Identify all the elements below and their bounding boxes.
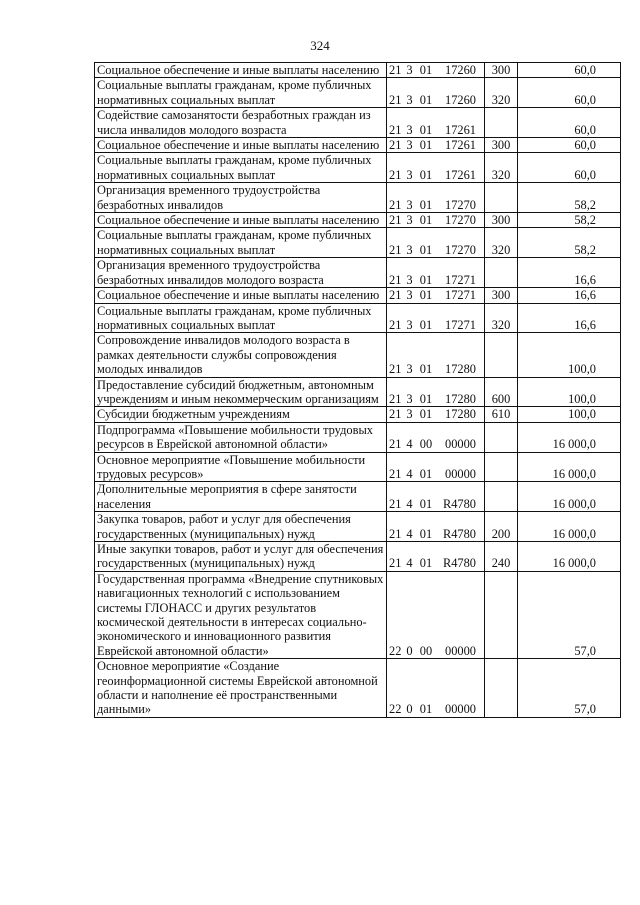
- row-amount: 58,2: [518, 183, 621, 213]
- table-row: [95, 258, 621, 288]
- row-name: Предоставление субсидий бюджетным, автономным учреждениям и иным некоммерческим организациям: [95, 377, 387, 407]
- code-direction: 00000: [445, 643, 476, 658]
- code-program: 21: [389, 197, 402, 212]
- code-event: 01: [419, 407, 433, 422]
- row-name: Социальные выплаты гражданам, кроме публичных нормативных социальных выплат: [95, 153, 387, 183]
- code-program: 21: [389, 496, 402, 511]
- row-amount: 16 000,0: [518, 542, 621, 572]
- code-subprogram: 3: [406, 407, 413, 422]
- row-code: [387, 407, 485, 422]
- code-event: 01: [419, 197, 433, 212]
- row-amount: 58,2: [518, 228, 621, 258]
- code-subprogram: 3: [406, 138, 413, 153]
- row-expense-type: [485, 452, 518, 482]
- code-program: 21: [389, 213, 402, 228]
- code-subprogram: 3: [406, 213, 413, 228]
- table-row: [95, 452, 621, 482]
- row-amount: 16,6: [518, 288, 621, 303]
- row-code: [387, 512, 485, 542]
- code-program: 21: [389, 138, 402, 153]
- code-subprogram: 3: [406, 242, 413, 257]
- code-subprogram: 3: [406, 63, 413, 77]
- row-expense-type: [485, 482, 518, 512]
- row-amount: 60,0: [518, 108, 621, 138]
- row-amount: 100,0: [518, 407, 621, 422]
- code-program: 21: [389, 407, 402, 422]
- row-code: [387, 228, 485, 258]
- code-direction: 17270: [445, 242, 476, 257]
- row-name: Социальное обеспечение и иные выплаты населению: [95, 138, 387, 153]
- code-event: 01: [419, 272, 433, 287]
- row-amount: 58,2: [518, 213, 621, 228]
- row-expense-type: 300: [485, 138, 518, 153]
- row-code: [387, 288, 485, 303]
- code-program: 21: [389, 437, 402, 452]
- code-direction: 17270: [445, 213, 476, 228]
- row-name: Организация временного трудоустройства безработных инвалидов молодого возраста: [95, 258, 387, 288]
- code-event: 01: [419, 496, 433, 511]
- table-row: [95, 183, 621, 213]
- row-expense-type: 240: [485, 542, 518, 572]
- row-name: Социальное обеспечение и иные выплаты населению: [95, 213, 387, 228]
- table-row: [95, 407, 621, 422]
- row-amount: 16 000,0: [518, 482, 621, 512]
- code-program: 21: [389, 288, 402, 303]
- code-event: 01: [419, 242, 433, 257]
- row-name: Социальные выплаты гражданам, кроме публичных нормативных социальных выплат: [95, 78, 387, 108]
- row-code: [387, 63, 485, 78]
- row-code: [387, 138, 485, 153]
- row-name: Организация временного трудоустройства безработных инвалидов: [95, 183, 387, 213]
- table-row: [95, 482, 621, 512]
- row-expense-type: 300: [485, 288, 518, 303]
- table-row: [95, 571, 621, 658]
- code-event: 01: [419, 317, 433, 332]
- row-code: [387, 571, 485, 658]
- table-row: [95, 542, 621, 572]
- row-name: Сопровождение инвалидов молодого возраста в рамках деятельности службы сопровождения молодых инвалидов: [95, 333, 387, 377]
- table-row: [95, 78, 621, 108]
- code-subprogram: 4: [406, 496, 413, 511]
- row-amount: 16 000,0: [518, 512, 621, 542]
- row-expense-type: [485, 183, 518, 213]
- code-direction: 17280: [445, 362, 476, 377]
- code-program: 21: [389, 466, 402, 481]
- row-expense-type: 300: [485, 63, 518, 78]
- code-direction: 17280: [445, 391, 476, 406]
- row-name: Социальные выплаты гражданам, кроме публичных нормативных социальных выплат: [95, 228, 387, 258]
- table-row: [95, 228, 621, 258]
- code-subprogram: 4: [406, 466, 413, 481]
- row-name: Основное мероприятие «Создание геоинформационной системы Еврейской автономной области и наполнение её пространственными данными»: [95, 659, 387, 718]
- code-subprogram: 4: [406, 526, 413, 541]
- row-code: [387, 153, 485, 183]
- code-subprogram: 0: [406, 643, 413, 658]
- row-amount: 100,0: [518, 377, 621, 407]
- code-direction: 00000: [445, 466, 476, 481]
- row-name: Государственная программа «Внедрение спутниковых навигационных технологий с использованием системы ГЛОНАСС и других результатов космической деятельности в интересах социально-экономического и инновационного развития Еврейской автономной области»: [95, 571, 387, 658]
- row-code: [387, 303, 485, 333]
- code-event: 00: [419, 643, 433, 658]
- table-row: [95, 153, 621, 183]
- row-name: Социальные выплаты гражданам, кроме публичных нормативных социальных выплат: [95, 303, 387, 333]
- row-amount: 57,0: [518, 571, 621, 658]
- code-direction: 00000: [445, 702, 476, 717]
- code-program: 21: [389, 242, 402, 257]
- row-expense-type: [485, 108, 518, 138]
- table-row: [95, 108, 621, 138]
- code-event: 01: [419, 526, 433, 541]
- code-event: 01: [419, 138, 433, 153]
- table-row: [95, 422, 621, 452]
- row-code: [387, 482, 485, 512]
- row-amount: 100,0: [518, 333, 621, 377]
- row-name: Социальное обеспечение и иные выплаты населению: [95, 63, 387, 78]
- code-program: 21: [389, 92, 402, 107]
- code-subprogram: 3: [406, 288, 413, 303]
- row-expense-type: 320: [485, 228, 518, 258]
- code-subprogram: 3: [406, 391, 413, 406]
- code-direction: R4780: [442, 526, 476, 541]
- code-program: 22: [389, 702, 402, 717]
- row-code: [387, 452, 485, 482]
- row-name: Субсидии бюджетным учреждениям: [95, 407, 387, 422]
- budget-table: [94, 62, 621, 718]
- table-row: [95, 138, 621, 153]
- row-amount: 60,0: [518, 153, 621, 183]
- row-name: Подпрограмма «Повышение мобильности трудовых ресурсов в Еврейской автономной области»: [95, 422, 387, 452]
- code-event: 01: [419, 63, 433, 77]
- row-name: Основное мероприятие «Повышение мобильности трудовых ресурсов»: [95, 452, 387, 482]
- row-expense-type: 320: [485, 78, 518, 108]
- code-event: 00: [419, 437, 433, 452]
- row-amount: 60,0: [518, 78, 621, 108]
- row-code: [387, 78, 485, 108]
- code-event: 01: [419, 391, 433, 406]
- code-subprogram: 4: [406, 437, 413, 452]
- code-program: 21: [389, 272, 402, 287]
- code-event: 01: [419, 556, 433, 571]
- table-row: [95, 213, 621, 228]
- row-name: Содействие самозанятости безработных граждан из числа инвалидов молодого возраста: [95, 108, 387, 138]
- row-expense-type: [485, 571, 518, 658]
- table-row: [95, 512, 621, 542]
- row-expense-type: 320: [485, 303, 518, 333]
- code-direction: 17260: [445, 92, 476, 107]
- code-event: 01: [419, 288, 433, 303]
- code-direction: 17270: [445, 197, 476, 212]
- code-direction: 17271: [445, 288, 476, 303]
- code-event: 01: [419, 92, 433, 107]
- row-name: Социальное обеспечение и иные выплаты населению: [95, 288, 387, 303]
- code-subprogram: 3: [406, 92, 413, 107]
- code-subprogram: 3: [406, 272, 413, 287]
- code-direction: 17280: [445, 407, 476, 422]
- row-code: [387, 659, 485, 718]
- table-row: [95, 333, 621, 377]
- code-direction: 17271: [445, 272, 476, 287]
- code-program: 22: [389, 643, 402, 658]
- row-expense-type: 600: [485, 377, 518, 407]
- row-expense-type: [485, 659, 518, 718]
- code-program: 21: [389, 526, 402, 541]
- row-name: Закупка товаров, работ и услуг для обеспечения государственных (муниципальных) нужд: [95, 512, 387, 542]
- code-event: 01: [419, 702, 433, 717]
- row-expense-type: 300: [485, 213, 518, 228]
- code-event: 01: [419, 213, 433, 228]
- table-row: [95, 288, 621, 303]
- row-expense-type: 320: [485, 153, 518, 183]
- row-expense-type: 610: [485, 407, 518, 422]
- row-code: [387, 422, 485, 452]
- row-expense-type: 200: [485, 512, 518, 542]
- code-event: 01: [419, 122, 433, 137]
- code-program: 21: [389, 362, 402, 377]
- code-event: 01: [419, 466, 433, 481]
- row-code: [387, 377, 485, 407]
- row-code: [387, 108, 485, 138]
- row-code: [387, 213, 485, 228]
- row-amount: 60,0: [518, 63, 621, 78]
- code-direction: 17271: [445, 317, 476, 332]
- row-name: Иные закупки товаров, работ и услуг для обеспечения государственных (муниципальных) нужд: [95, 542, 387, 572]
- row-expense-type: [485, 422, 518, 452]
- code-subprogram: 4: [406, 556, 413, 571]
- table-row: [95, 377, 621, 407]
- row-code: [387, 258, 485, 288]
- code-subprogram: 3: [406, 317, 413, 332]
- row-code: [387, 183, 485, 213]
- code-direction: R4780: [442, 556, 476, 571]
- row-expense-type: [485, 333, 518, 377]
- code-subprogram: 3: [406, 362, 413, 377]
- code-program: 21: [389, 167, 402, 182]
- code-event: 01: [419, 362, 433, 377]
- code-subprogram: 3: [406, 167, 413, 182]
- code-program: 21: [389, 317, 402, 332]
- code-program: 21: [389, 556, 402, 571]
- code-direction: R4780: [442, 496, 476, 511]
- table-row: [95, 659, 621, 718]
- row-amount: 16 000,0: [518, 422, 621, 452]
- code-direction: 17261: [445, 122, 476, 137]
- row-code: [387, 333, 485, 377]
- row-amount: 16,6: [518, 303, 621, 333]
- row-amount: 16,6: [518, 258, 621, 288]
- code-subprogram: 3: [406, 122, 413, 137]
- table-row: [95, 63, 621, 78]
- code-subprogram: 3: [406, 197, 413, 212]
- row-name: Дополнительные мероприятия в сфере занятости населения: [95, 482, 387, 512]
- row-amount: 16 000,0: [518, 452, 621, 482]
- row-amount: 57,0: [518, 659, 621, 718]
- row-amount: 60,0: [518, 138, 621, 153]
- code-program: 21: [389, 63, 402, 77]
- code-direction: 00000: [445, 437, 476, 452]
- table-row: [95, 303, 621, 333]
- code-event: 01: [419, 167, 433, 182]
- code-direction: 17261: [445, 167, 476, 182]
- code-subprogram: 0: [406, 702, 413, 717]
- code-direction: 17260: [445, 63, 476, 77]
- code-program: 21: [389, 122, 402, 137]
- page-number: 324: [310, 38, 330, 53]
- row-code: [387, 542, 485, 572]
- code-program: 21: [389, 391, 402, 406]
- row-expense-type: [485, 258, 518, 288]
- code-direction: 17261: [445, 138, 476, 153]
